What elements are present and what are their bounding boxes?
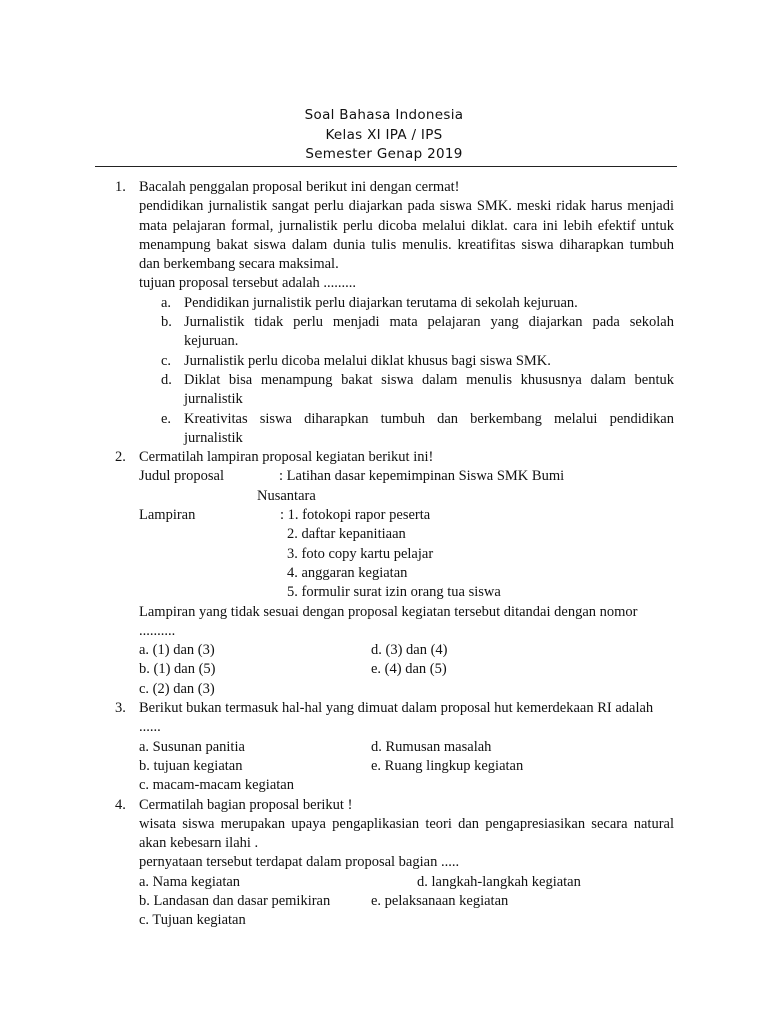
lampiran-row [139,545,674,564]
option-text: Pendidikan jurnalistik perlu diajarkan terutama di sekolah kejuruan. [184,294,578,311]
question-passage: wisata siswa merupakan upaya pengaplikasian teori dan pengapresiasikan secara natural akan kebesarn ilahi . [139,815,674,852]
option-text: Jurnalistik perlu dicoba melalui diklat khusus bagi siswa SMK. [184,352,551,369]
options-row [139,641,674,660]
options-row [139,660,674,679]
judul-row-continued [139,487,674,506]
lampiran-item: : 1. fotokopi rapor peserta [280,507,431,524]
header-divider [95,166,677,167]
option-letter: d. [161,371,172,388]
option-c: c. Tujuan kegiatan [139,912,246,929]
option-e [139,410,674,449]
options-row [139,680,674,699]
question-list [0,178,768,931]
options-row [139,892,674,911]
option-text: Jurnalistik tidak perlu menjadi mata pelajaran yang diajarkan pada sekolah kejuruan. [184,314,674,350]
option-d: d. Rumusan masalah [371,738,492,755]
option-e: e. pelaksanaan kegiatan [371,892,509,909]
option-letter: e. [161,410,172,427]
option-b [139,313,674,352]
option-a: a. Nama kegiatan [139,873,241,890]
judul-row [139,467,674,486]
option-letter: c. [161,352,172,369]
header-class: Kelas XI IPA / IPS [325,126,443,143]
question-passage: pendidikan jurnalistik sangat perlu diajarkan pada siswa SMK. meski ridak harus menjadi mata pelajaran formal, jurnalistik perlu dicoba melalui diklat. cara ini lebih efektif untuk menampung bakat siswa dalam dunia tulis menulis. kreatifitas siswa diharapkan tumbuh dan berkembang secara maksimal. [139,198,674,273]
question-number: 4. [115,796,126,813]
option-e: e. (4) dan (5) [371,661,447,678]
question-instruction: Cermatilah bagian proposal berikut ! [139,796,353,813]
option-a: a. Susunan panitia [139,738,245,755]
header-semester: Semester Genap 2019 [305,146,463,162]
option-d: d. langkah-langkah kegiatan [417,873,581,890]
document-header [0,106,768,165]
lampiran-item: 2. daftar kepanitiaan [287,526,406,543]
question-number: 1. [115,179,126,195]
question-1 [0,178,768,448]
question-text: tujuan proposal tersebut adalah ......... [139,275,357,292]
lampiran-item: 5. formulir surat izin orang tua siswa [287,584,501,601]
question-text: Lampiran yang tidak sesuai dengan proposal kegiatan tersebut ditandai dengan nomor .......... [139,603,638,639]
option-a [139,294,674,313]
lampiran-label: Lampiran [139,507,196,524]
options-row [139,776,674,795]
option-text: Kreativitas siswa diharapkan tumbuh dan berkembang melalui pendidikan jurnalistik [184,410,674,446]
option-c [139,352,674,371]
lampiran-row [139,583,674,602]
option-c: c. macam-macam kegiatan [139,777,294,794]
question-instruction: Bacalah penggalan proposal berikut ini dengan cermat! [139,179,460,195]
judul-value-continued: Nusantara [257,487,316,504]
option-c: c. (2) dan (3) [139,680,215,697]
lampiran-item: 3. foto copy kartu pelajar [287,545,434,562]
lampiran-item: 4. anggaran kegiatan [287,564,408,581]
question-text: Berikut bukan termasuk hal-hal yang dimuat dalam proposal hut kemerdekaan RI adalah ...... [139,700,654,736]
question-2 [0,448,768,699]
question-4 [0,796,768,931]
option-letter: a. [161,294,172,311]
option-e: e. Ruang lingkup kegiatan [371,757,524,774]
question-number: 3. [115,700,126,717]
options-row [139,873,674,892]
option-d: d. (3) dan (4) [371,642,448,659]
option-text: Diklat bisa menampung bakat siswa dalam menulis khususnya dalam bentuk jurnalistik [184,371,674,408]
judul-label: Judul proposal [139,468,224,485]
question-3 [0,699,768,795]
question-text: pernyataan tersebut terdapat dalam proposal bagian ..... [139,854,460,871]
lampiran-row [139,564,674,583]
options-row [139,738,674,757]
option-b: b. Landasan dan dasar pemikiran [139,892,331,909]
option-letter: b. [161,314,172,331]
lampiran-row [139,525,674,544]
option-b: b. (1) dan (5) [139,661,216,678]
option-d [139,371,674,410]
options-row [139,911,674,930]
option-a: a. (1) dan (3) [139,642,215,659]
question-number: 2. [115,449,126,466]
lampiran-row [139,506,674,525]
option-b: b. tujuan kegiatan [139,757,243,774]
question-instruction: Cermatilah lampiran proposal kegiatan berikut ini! [139,449,434,466]
options-row [139,757,674,776]
header-title: Soal Bahasa Indonesia [304,107,464,123]
judul-value: : Latihan dasar kepemimpinan Siswa SMK Bumi [279,468,565,485]
